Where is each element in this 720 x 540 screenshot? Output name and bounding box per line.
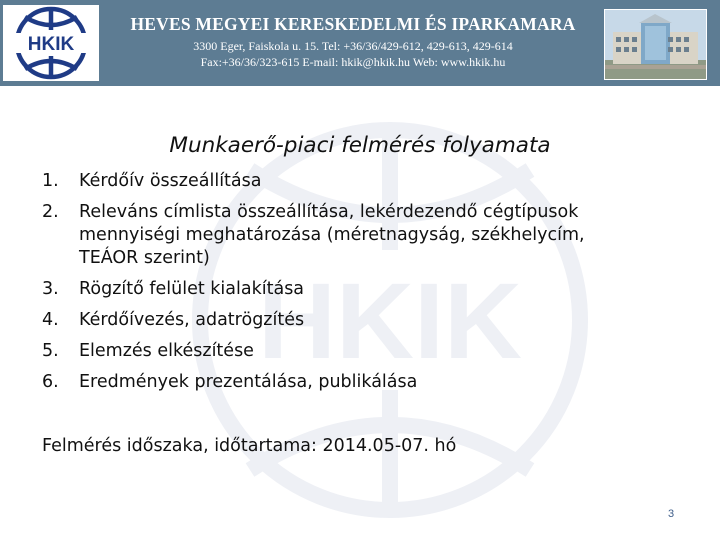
logo-text: HKIK: [27, 34, 75, 55]
slide-title: Munkaerő-piaci felmérés folyamata: [169, 133, 551, 158]
building-photo: [604, 9, 707, 80]
step-item: [42, 278, 585, 301]
step-text-line: Eredmények prezentálása, publikálása: [79, 372, 418, 392]
header-bar: [0, 0, 720, 86]
step-text-line: Kérdőív összeállítása: [79, 171, 262, 191]
step-number: 2.: [42, 202, 59, 222]
step-text: [79, 309, 585, 332]
step-text-line: Rögzítő felület kialakítása: [79, 279, 305, 299]
step-number: 5.: [42, 341, 59, 361]
hkik-logo: [3, 5, 99, 81]
watermark-text: HKIK: [258, 260, 522, 381]
step-number: 1.: [42, 171, 59, 191]
step-text: [79, 340, 585, 363]
address-line-1: 3300 Eger, Faiskola u. 15. Tel: +36/36/429-612, 429-613, 429-614: [193, 39, 513, 53]
step-text: [79, 278, 585, 301]
step-text: [79, 170, 585, 193]
step-text: [79, 201, 585, 270]
step-number: 4.: [42, 310, 59, 330]
step-text: [79, 371, 585, 394]
process-steps-list: [42, 170, 585, 402]
step-number: 6.: [42, 372, 59, 392]
survey-period-text: Felmérés időszaka, időtartama: 2014.05-07. hó: [42, 436, 457, 456]
step-text-line: TEÁOR szerint): [79, 248, 210, 268]
address-line-2: Fax:+36/36/323-615 E-mail: hkik@hkik.hu Web: www.hkik.hu: [200, 55, 506, 69]
step-text-line: mennyiségi meghatározása (méretnagyság, székhelycím,: [79, 225, 585, 245]
page-number: 3: [668, 508, 675, 520]
step-text-line: Releváns címlista összeállítása, lekérdezendő cégtípusok: [79, 202, 579, 222]
step-item: [42, 371, 585, 394]
step-text-line: Elemzés elkészítése: [79, 341, 254, 361]
step-text-line: Kérdőívezés, adatrögzítés: [79, 310, 305, 330]
organization-name: HEVES MEGYEI KERESKEDELMI ÉS IPARKAMARA: [130, 14, 576, 34]
step-item: [42, 201, 585, 270]
step-item: [42, 170, 585, 193]
step-number: 3.: [42, 279, 59, 299]
step-item: [42, 309, 585, 332]
step-item: [42, 340, 585, 363]
